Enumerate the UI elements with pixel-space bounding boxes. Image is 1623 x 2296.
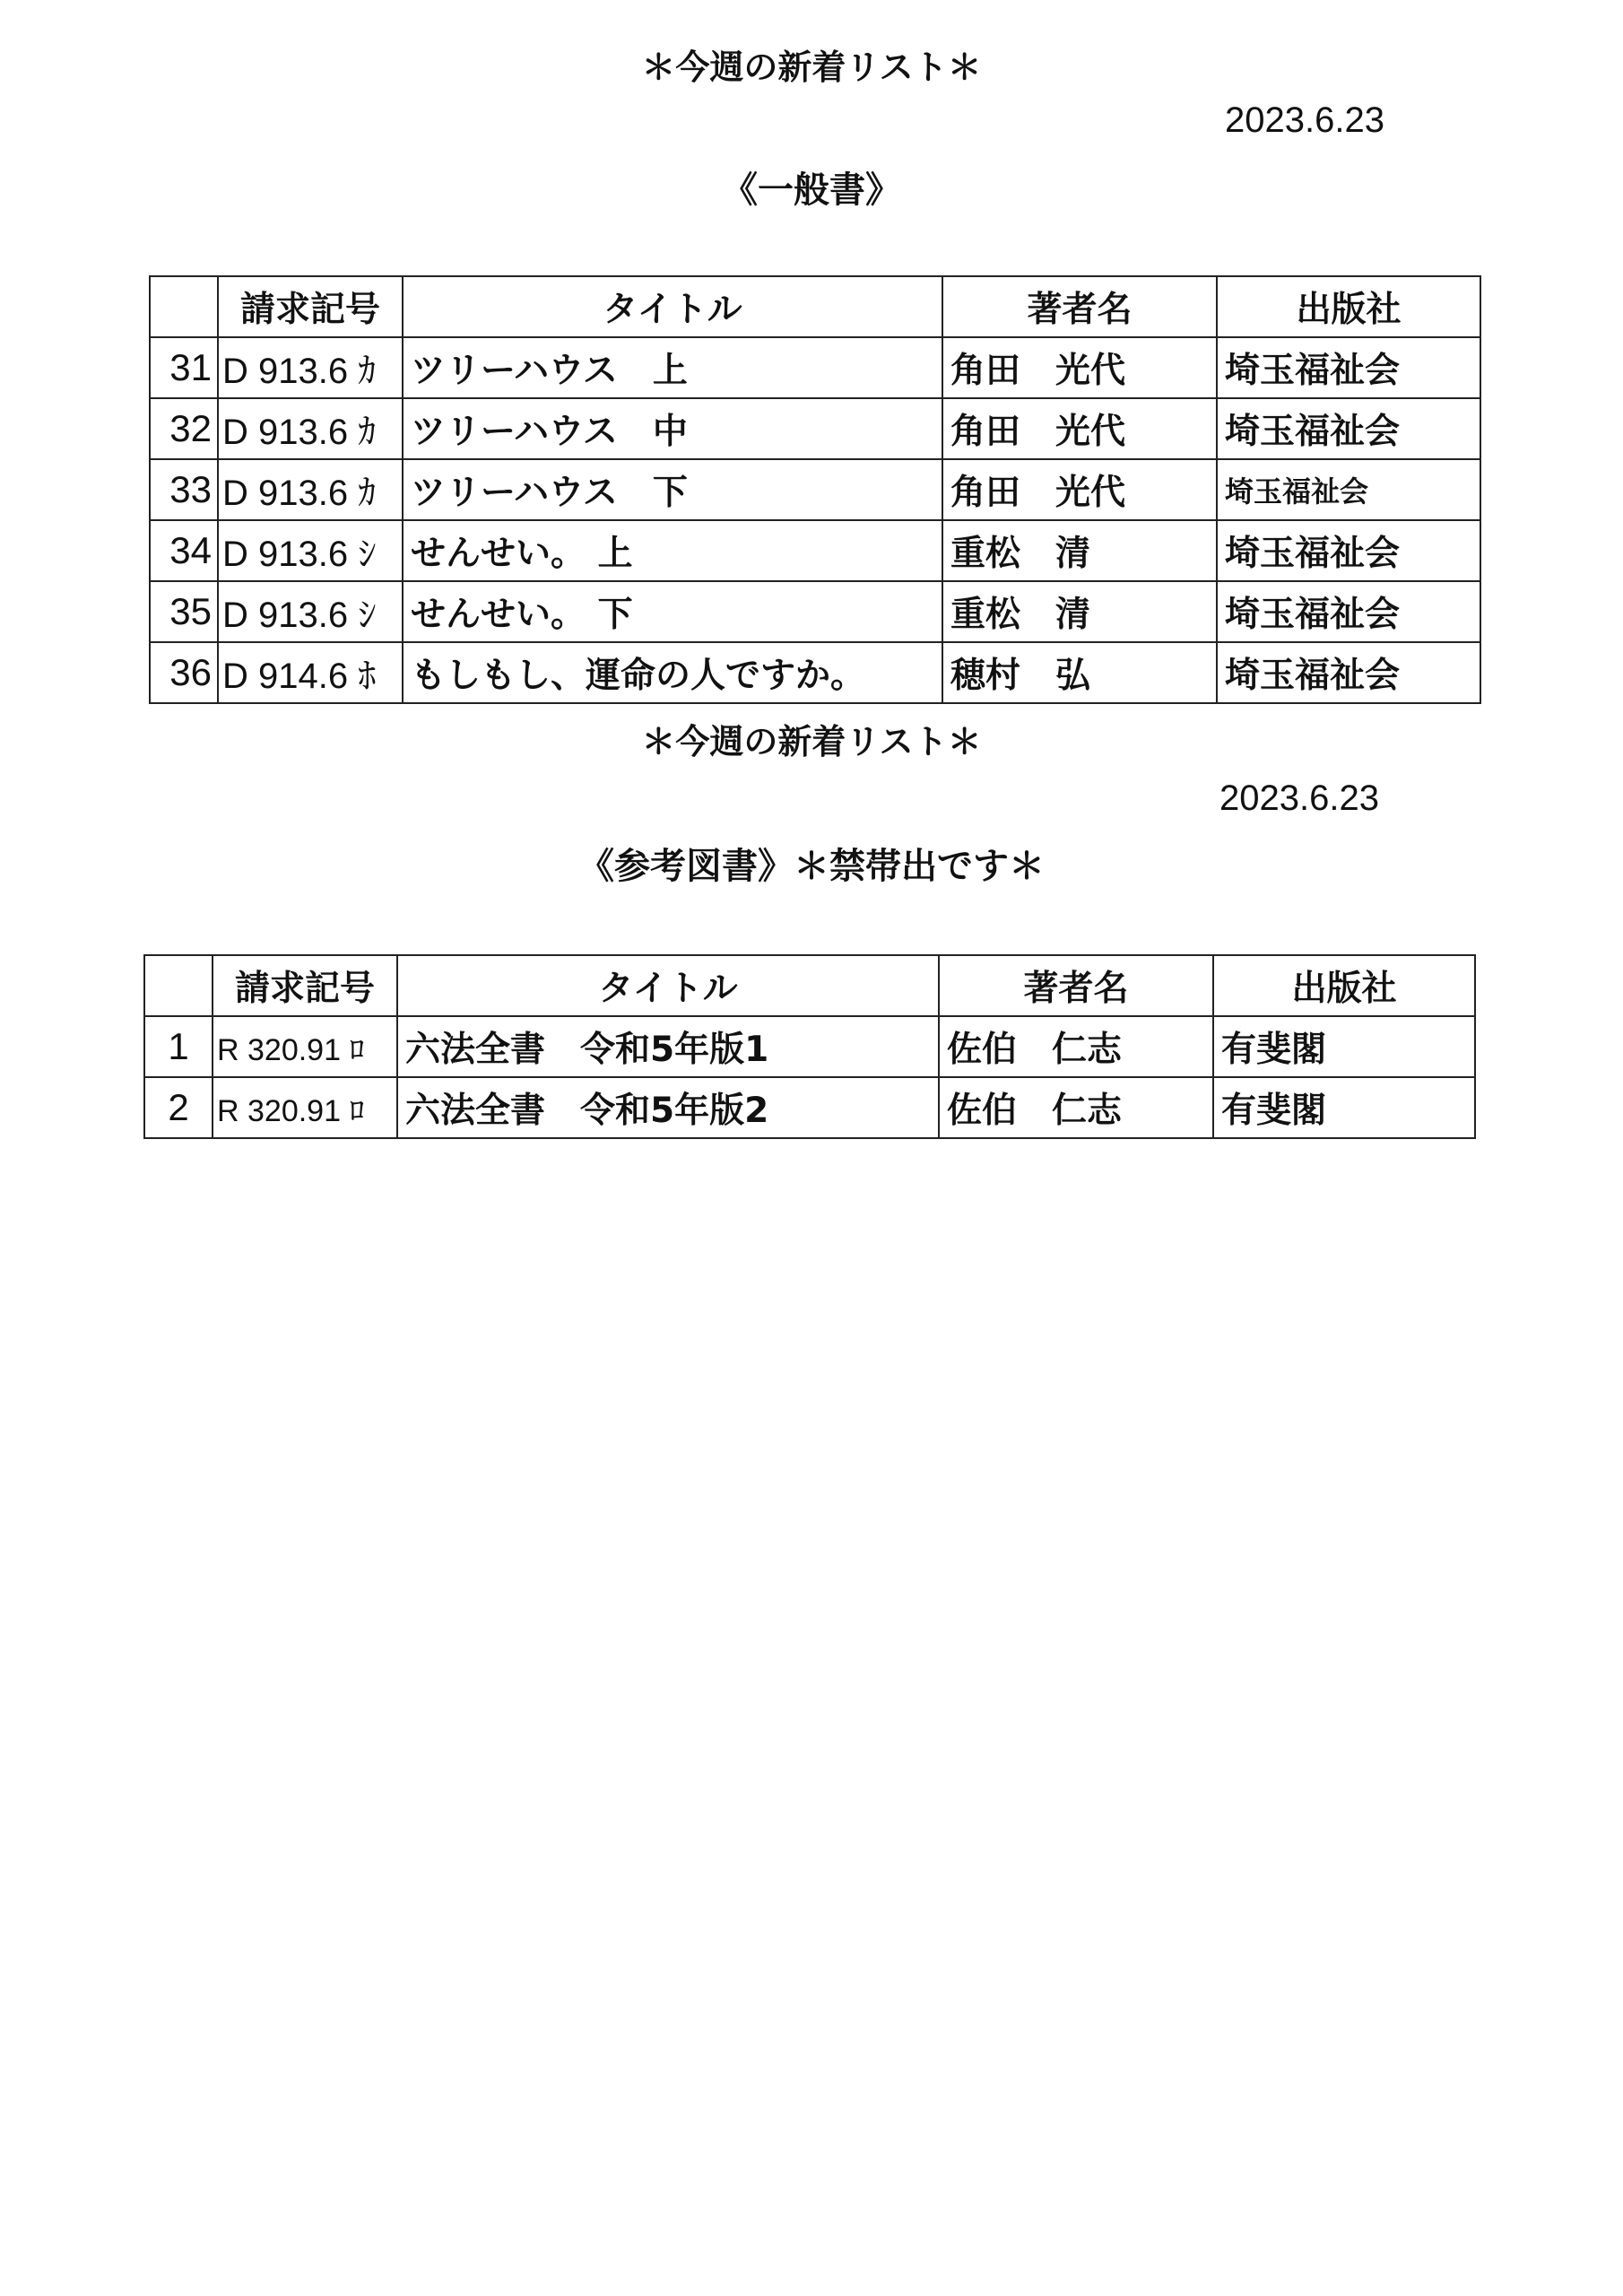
header-no [150,276,218,337]
row-title: ツリーハウス 下 [403,459,942,520]
table-row [144,1077,1475,1138]
row-author: 佐伯 仁志 [939,1016,1213,1077]
table-header-row [144,955,1475,1016]
row-title: せんせい。 下 [403,581,942,642]
row-call-number: R 320.91 ﾛ [213,1077,397,1138]
section2-date: 2023.6.23 [1219,778,1379,818]
row-publisher: 埼玉福祉会 [1217,337,1480,398]
row-call-number: D 913.6 ｶ [218,459,403,520]
header-call-number: 請求記号 [218,276,403,337]
row-no: 35 [150,581,218,642]
row-no: 1 [144,1016,213,1077]
header-author: 著者名 [942,276,1217,337]
table-header-row [150,276,1480,337]
row-call-number: D 913.6 ｶ [218,398,403,459]
table-row [150,459,1480,520]
row-title: せんせい。 上 [403,520,942,581]
section1-subheading: 《一般書》 [722,170,901,211]
row-author: 佐伯 仁志 [939,1077,1213,1138]
section2-heading: ＊今週の新着リスト＊ [641,722,982,761]
row-author: 角田 光代 [942,337,1217,398]
row-title: ツリーハウス 中 [403,398,942,459]
header-no [144,955,213,1016]
section1-date: 2023.6.23 [1225,100,1384,140]
row-author: 重松 清 [942,581,1217,642]
row-title: 六法全書 令和5年版1 [397,1016,939,1077]
row-author: 角田 光代 [942,459,1217,520]
row-call-number: D 913.6 ｶ [218,337,403,398]
header-title: タイトル [397,955,939,1016]
row-no: 33 [150,459,218,520]
header-title: タイトル [403,276,942,337]
row-call-number: D 913.6 ｼ [218,520,403,581]
reference-books-table [143,954,1476,1139]
header-publisher: 出版社 [1213,955,1475,1016]
table-row [144,1016,1475,1077]
row-title: もしもし、運命の人ですか。 [403,642,942,703]
header-author: 著者名 [939,955,1213,1016]
row-publisher: 埼玉福祉会 [1217,581,1480,642]
row-no: 2 [144,1077,213,1138]
section2-subheading: 《参考図書》＊禁帯出です＊ [578,846,1045,887]
section1-heading: ＊今週の新着リスト＊ [641,48,982,87]
table-row [150,642,1480,703]
header-publisher: 出版社 [1217,276,1480,337]
row-publisher: 有斐閣 [1213,1077,1475,1138]
row-author: 角田 光代 [942,398,1217,459]
row-title: ツリーハウス 上 [403,337,942,398]
row-no: 36 [150,642,218,703]
row-call-number: D 913.6 ｼ [218,581,403,642]
row-no: 32 [150,398,218,459]
row-author: 重松 清 [942,520,1217,581]
row-no: 34 [150,520,218,581]
row-publisher: 埼玉福祉会 [1217,642,1480,703]
row-call-number: R 320.91 ﾛ [213,1016,397,1077]
header-call-number: 請求記号 [213,955,397,1016]
table-row [150,581,1480,642]
row-call-number: D 914.6 ﾎ [218,642,403,703]
table-row [150,520,1480,581]
table-row [150,398,1480,459]
row-no: 31 [150,337,218,398]
row-author: 穂村 弘 [942,642,1217,703]
row-title: 六法全書 令和5年版2 [397,1077,939,1138]
table-row [150,337,1480,398]
row-publisher: 埼玉福祉会 [1217,520,1480,581]
general-books-table [149,275,1481,704]
row-publisher: 埼玉福祉会 [1217,398,1480,459]
row-publisher: 埼玉福祉会 [1217,459,1480,520]
row-publisher: 有斐閣 [1213,1016,1475,1077]
